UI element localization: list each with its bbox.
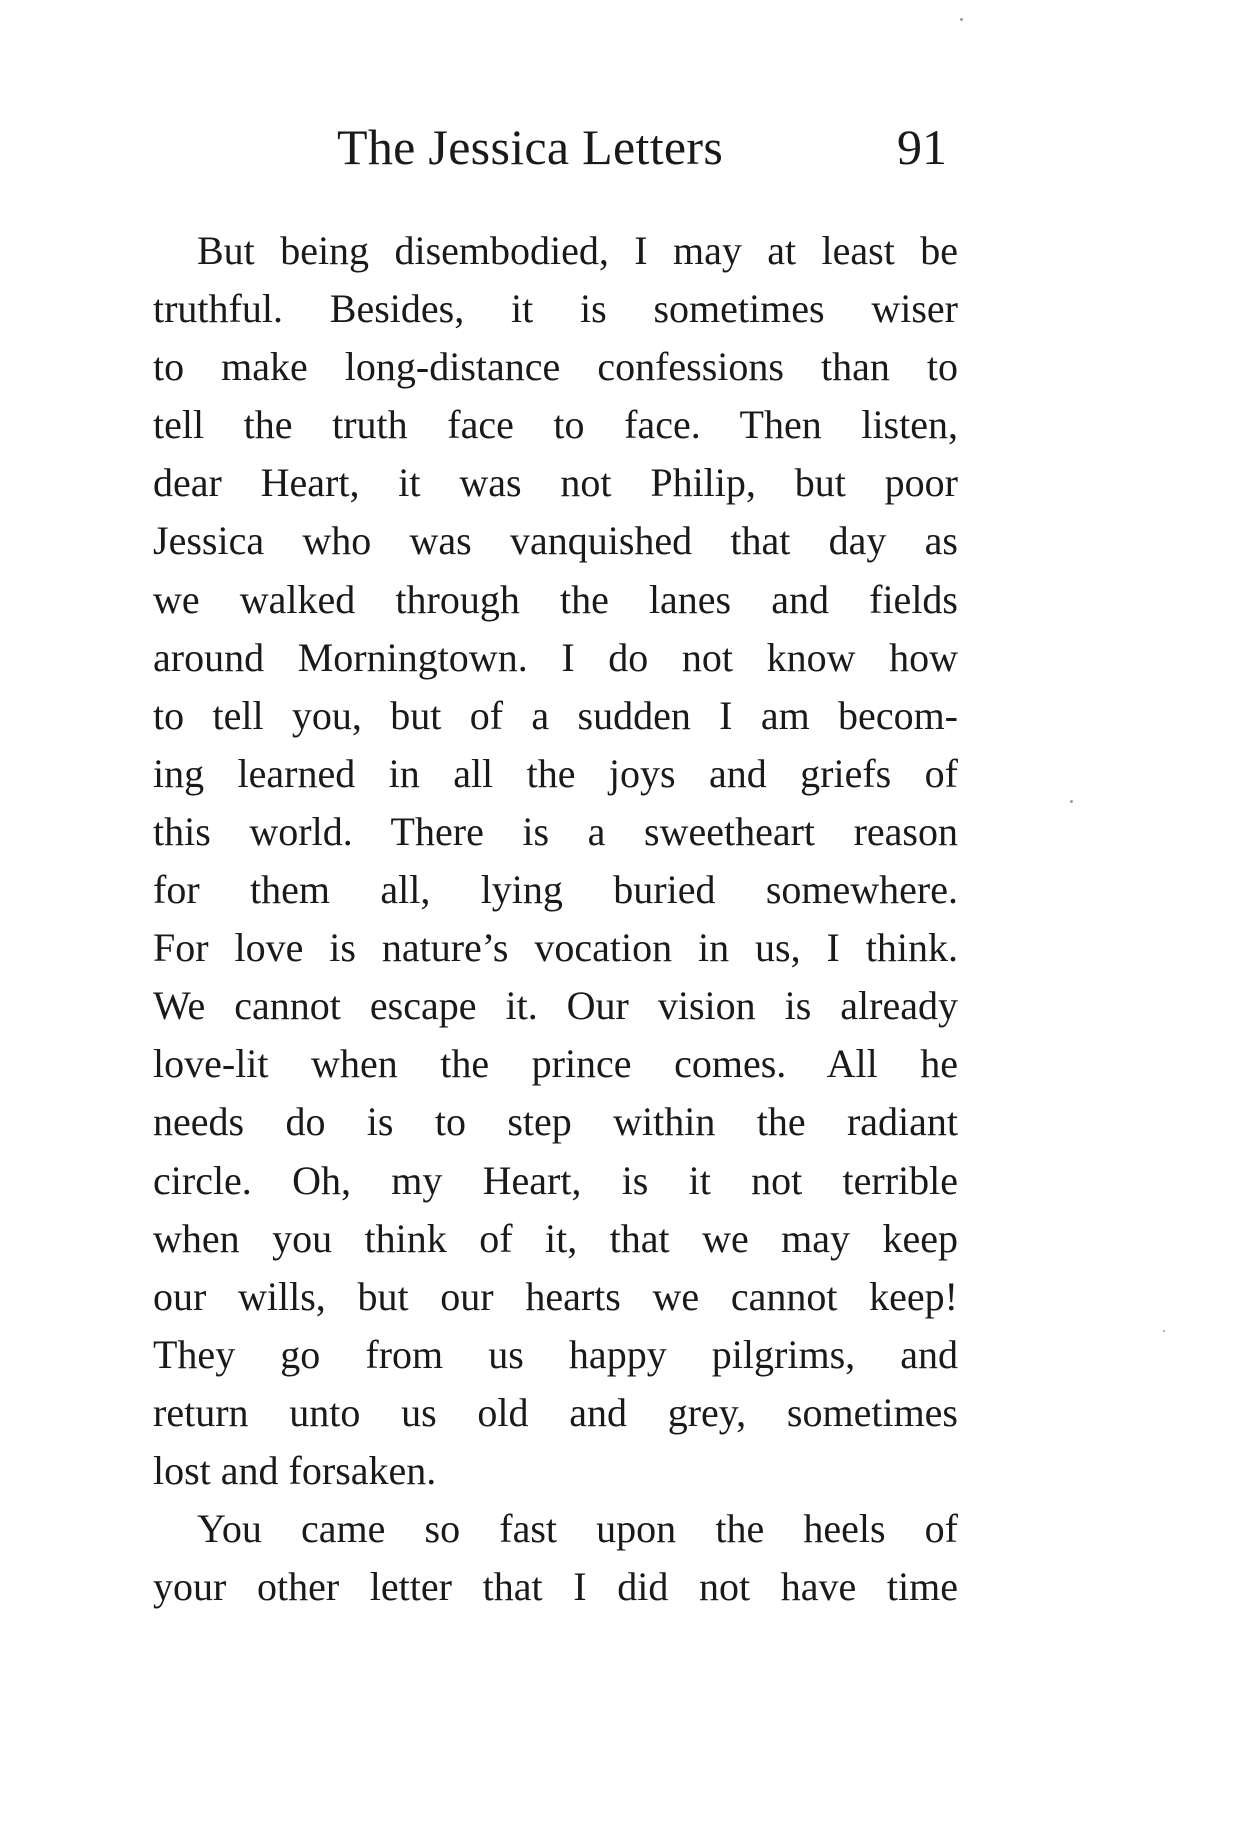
text-line: circle. Oh, my Heart, is it not terrible — [153, 1157, 958, 1203]
text-line: our wills, but our hearts we cannot keep! — [153, 1273, 958, 1319]
running-head — [0, 112, 1235, 182]
text-line: ing learned in all the joys and griefs of — [153, 750, 958, 796]
text-line: truthful. Besides, it is sometimes wiser — [153, 286, 958, 332]
text-line: You came so fast upon the heels of — [197, 1506, 958, 1552]
text-line: to tell you, but of a sudden I am becom- — [153, 692, 958, 738]
text-line: your other letter that I did not have time — [153, 1564, 958, 1610]
running-title: The Jessica Letters — [337, 119, 724, 175]
text-line: For love is nature’s vocation in us, I think. — [153, 925, 958, 971]
text-line: for them all, lying buried somewhere. — [153, 867, 958, 913]
text-line: return unto us old and grey, sometimes — [153, 1389, 958, 1435]
text-line: we walked through the lanes and fields — [153, 576, 958, 622]
text-line: needs do is to step within the radiant — [153, 1099, 958, 1145]
text-line: They go from us happy pilgrims, and — [153, 1331, 958, 1377]
text-line: We cannot escape it. Our vision is already — [153, 983, 958, 1029]
text-line: tell the truth face to face. Then listen, — [153, 402, 958, 448]
paragraph-2 — [153, 1500, 958, 1616]
paper-speck — [1070, 800, 1073, 803]
page-number: 91 — [897, 119, 947, 175]
text-line: lost and forsaken. — [153, 1447, 437, 1493]
text-line: dear Heart, it was not Philip, but poor — [153, 460, 958, 506]
paper-speck — [960, 18, 963, 21]
text-line: when you think of it, that we may keep — [153, 1215, 958, 1261]
text-line: around Morningtown. I do not know how — [153, 634, 958, 680]
text-line: this world. There is a sweetheart reason — [153, 808, 958, 854]
text-line: Jessica who was vanquished that day as — [153, 518, 958, 564]
text-line: love-lit when the prince comes. All he — [153, 1041, 958, 1087]
paper-speck — [1163, 1330, 1165, 1332]
paragraph-1 — [153, 222, 958, 1500]
body-text — [153, 222, 958, 1616]
text-line: But being disembodied, I may at least be — [197, 228, 958, 273]
text-line: to make long-distance confessions than to — [153, 344, 958, 390]
